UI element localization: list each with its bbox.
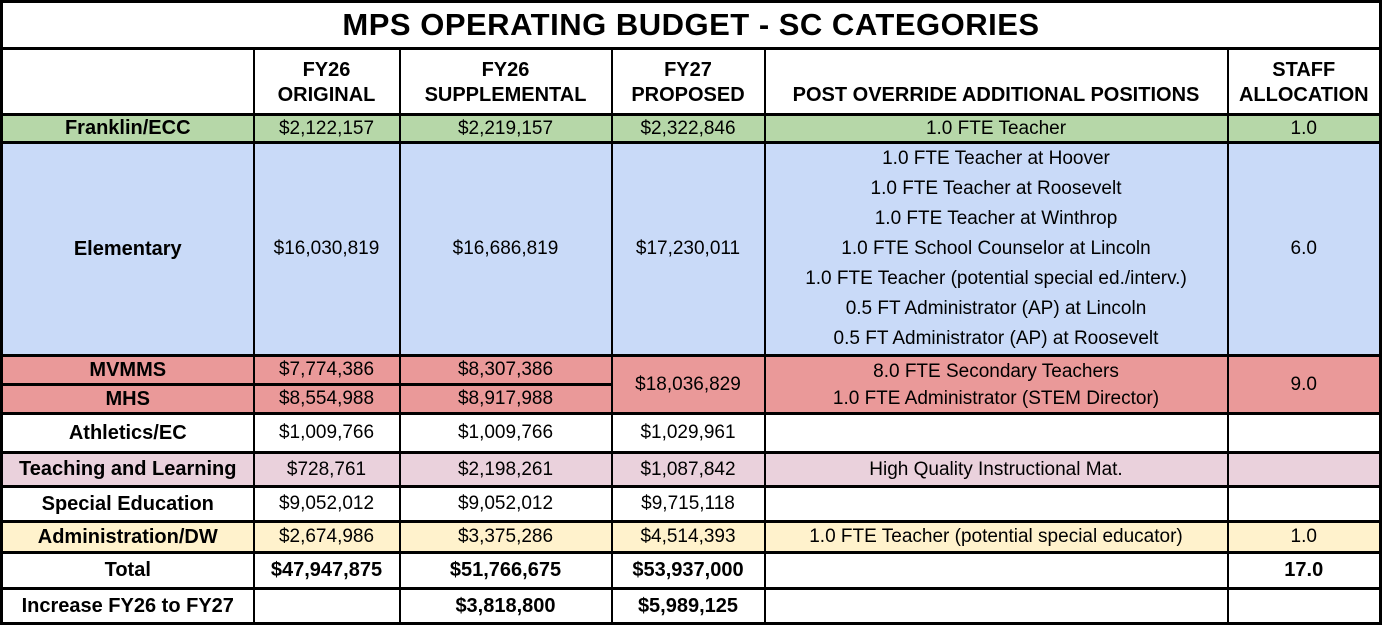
elementary-fy27-proposed: $17,230,011 [612, 143, 765, 356]
teaching-fy27-proposed: $1,087,842 [612, 453, 765, 487]
header-line: STAFF [1272, 59, 1336, 81]
row-mvmms [2, 356, 1381, 385]
elementary-staff: 6.0 [1228, 143, 1381, 356]
column-header-row [2, 49, 1381, 115]
total-label: Total [2, 553, 254, 589]
header-line: FY26 [481, 59, 530, 81]
mvmms-fy26-supplemental: $8,307,386 [400, 356, 612, 385]
total-fy27-proposed: $53,937,000 [612, 553, 765, 589]
row-athletics-ec [2, 414, 1381, 453]
row-total [2, 553, 1381, 589]
header-fy27-proposed [612, 49, 765, 115]
mvmms-label: MVMMS [2, 356, 254, 385]
row-elementary [2, 143, 1381, 356]
special-ed-fy26-supplemental: $9,052,012 [400, 487, 612, 522]
admin-fy27-proposed: $4,514,393 [612, 522, 765, 553]
franklin-positions: 1.0 FTE Teacher [765, 115, 1228, 143]
position-line: 8.0 FTE Secondary Teachers [873, 360, 1119, 382]
row-increase-fy26-to-fy27 [2, 589, 1381, 624]
admin-staff: 1.0 [1228, 522, 1381, 553]
elementary-label: Elementary [2, 143, 254, 356]
mhs-label: MHS [2, 385, 254, 414]
special-ed-positions [765, 487, 1228, 522]
header-line: SUPPLEMENTAL [424, 84, 587, 106]
teaching-fy26-supplemental: $2,198,261 [400, 453, 612, 487]
position-line: 1.0 FTE School Counselor at Lincoln [841, 238, 1151, 259]
page-title: MPS OPERATING BUDGET - SC CATEGORIES [2, 2, 1381, 49]
admin-positions: 1.0 FTE Teacher (potential special educator) [765, 522, 1228, 553]
mvmms-fy26-original: $7,774,386 [254, 356, 400, 385]
secondary-positions-merged [765, 356, 1228, 414]
header-line: ALLOCATION [1238, 84, 1369, 106]
special-ed-fy26-original: $9,052,012 [254, 487, 400, 522]
franklin-label: Franklin/ECC [2, 115, 254, 143]
header-category [2, 49, 254, 115]
athletics-fy27-proposed: $1,029,961 [612, 414, 765, 453]
mhs-fy26-supplemental: $8,917,988 [400, 385, 612, 414]
header-positions: POST OVERRIDE ADDITIONAL POSITIONS [765, 49, 1228, 115]
special-ed-label: Special Education [2, 487, 254, 522]
total-staff: 17.0 [1228, 553, 1381, 589]
row-franklin-ecc [2, 115, 1381, 143]
admin-fy26-original: $2,674,986 [254, 522, 400, 553]
title-row [2, 2, 1381, 49]
row-teaching-and-learning [2, 453, 1381, 487]
increase-fy27-proposed: $5,989,125 [612, 589, 765, 624]
total-fy26-original: $47,947,875 [254, 553, 400, 589]
position-line: 1.0 FTE Teacher at Winthrop [874, 208, 1118, 229]
elementary-fy26-supplemental: $16,686,819 [400, 143, 612, 356]
header-fy26-supplemental [400, 49, 612, 115]
mhs-fy26-original: $8,554,988 [254, 385, 400, 414]
admin-label: Administration/DW [2, 522, 254, 553]
position-line: 1.0 FTE Teacher at Hoover [882, 148, 1110, 169]
teaching-positions: High Quality Instructional Mat. [765, 453, 1228, 487]
position-line: 1.0 FTE Teacher at Roosevelt [870, 178, 1122, 199]
elementary-fy26-original: $16,030,819 [254, 143, 400, 356]
header-line: ORIGINAL [277, 84, 376, 106]
row-administration-dw [2, 522, 1381, 553]
header-line: FY26 [302, 59, 351, 81]
athletics-staff [1228, 414, 1381, 453]
franklin-fy27-proposed: $2,322,846 [612, 115, 765, 143]
special-ed-fy27-proposed: $9,715,118 [612, 487, 765, 522]
total-positions [765, 553, 1228, 589]
athletics-fy26-original: $1,009,766 [254, 414, 400, 453]
admin-fy26-supplemental: $3,375,286 [400, 522, 612, 553]
franklin-fy26-supplemental: $2,219,157 [400, 115, 612, 143]
position-line: 1.0 FTE Teacher (potential special ed./interv.) [805, 268, 1187, 289]
franklin-staff: 1.0 [1228, 115, 1381, 143]
header-fy26-original [254, 49, 400, 115]
position-line: 1.0 FTE Administrator (STEM Director) [832, 387, 1160, 409]
increase-positions [765, 589, 1228, 624]
header-line: PROPOSED [631, 84, 745, 106]
increase-fy26-supplemental: $3,818,800 [400, 589, 612, 624]
special-ed-staff [1228, 487, 1381, 522]
header-staff-allocation [1228, 49, 1381, 115]
increase-staff [1228, 589, 1381, 624]
franklin-fy26-original: $2,122,157 [254, 115, 400, 143]
total-fy26-supplemental: $51,766,675 [400, 553, 612, 589]
position-line: 0.5 FT Administrator (AP) at Lincoln [845, 298, 1147, 319]
elementary-positions [765, 143, 1228, 356]
header-line: FY27 [664, 59, 712, 81]
athletics-fy26-supplemental: $1,009,766 [400, 414, 612, 453]
athletics-positions [765, 414, 1228, 453]
secondary-fy27-proposed-merged: $18,036,829 [612, 356, 765, 414]
row-special-education [2, 487, 1381, 522]
increase-fy26-original [254, 589, 400, 624]
teaching-label: Teaching and Learning [2, 453, 254, 487]
athletics-label: Athletics/EC [2, 414, 254, 453]
position-line: 0.5 FT Administrator (AP) at Roosevelt [833, 328, 1159, 349]
teaching-staff [1228, 453, 1381, 487]
increase-label: Increase FY26 to FY27 [2, 589, 254, 624]
secondary-staff-merged: 9.0 [1228, 356, 1381, 414]
teaching-fy26-original: $728,761 [254, 453, 400, 487]
